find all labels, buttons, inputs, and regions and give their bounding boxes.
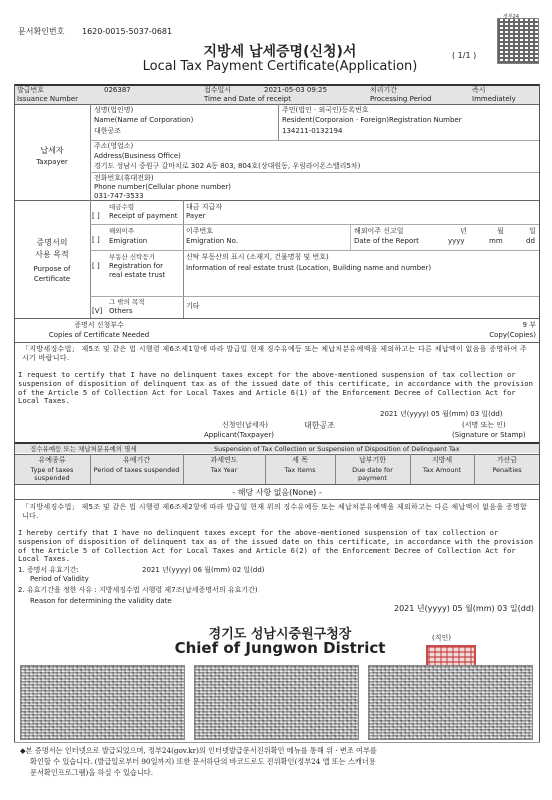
payer-ko: 대금 지급자 <box>186 203 223 211</box>
suspension-caption-ko: 징수유예등 또는 체납처분유예의 명세 <box>30 445 137 453</box>
suspension-col-en: Tax Items <box>284 466 316 474</box>
suspension-col-en: Penalties <box>492 466 522 474</box>
trust-en-1: Registration for <box>109 262 164 270</box>
footer-note-2: 확인할 수 있습니다. (발급일로부터 90일까지) 또한 문서하단의 바코드로도 진위확인(정부24 앱 또는 스캐너용 <box>30 757 376 766</box>
trust-info-ko: 신탁 부동산의 표시 (소재지, 건물명칭 및 번호) <box>186 253 329 261</box>
resident-label-ko: 주민(법인 · 외국인)등록번호 <box>282 106 369 114</box>
copies-label-ko: 증명서 신청부수 <box>74 321 124 329</box>
certify-en: I hereby certify that I have no delinquent taxes except for the above-mentioned suspension of tax collection or suspension of disposition of delinquent tax as of the issued date on this certificate, in accordance with the provision of the Article 5 of Collection Act for Local Taxes and Article 6(2) of the Enforcement Decree of Collection Act for Local Taxes. <box>18 528 533 564</box>
page-indicator: ( 1/1 ) <box>452 51 477 60</box>
purpose-section-ko-1: 증명서의 <box>36 238 68 247</box>
copies-value-en: Copy(Copies) <box>489 331 536 339</box>
address-label-ko: 주소(영업소) <box>94 142 134 150</box>
receipt-label-en: Time and Date of receipt <box>204 95 291 103</box>
others-value: 기타 <box>186 302 200 310</box>
processing-value-ko: 즉시 <box>472 86 486 94</box>
suspension-col-ko: 유예종류 <box>38 456 66 464</box>
processing-label-ko: 처리기간 <box>370 86 398 94</box>
validity-en: Period of Validity <box>30 575 89 583</box>
title-en: Local Tax Payment Certificate(Application) <box>142 59 418 74</box>
authority-ko: 경기도 성남시중원구청장 <box>208 627 352 642</box>
signature-en: (Signature or Stamp) <box>452 431 526 439</box>
others-check[interactable]: [V] <box>92 307 103 315</box>
emigration-no-en: Emigration No. <box>186 237 239 245</box>
emigration-en: Emigration <box>109 237 148 245</box>
suspension-col-ko: 세 목 <box>292 456 308 464</box>
reason-ko: 2. 유효기간을 정한 사유 : 지방세징수법 시행령 제7조(납세증명서의 유효기간) <box>18 586 258 594</box>
suspension-col-en: Tax Amount <box>422 466 462 474</box>
receipt-value: 2021-05-03 09:25 <box>264 86 328 94</box>
receipt-label-ko: 접수일시 <box>204 86 232 94</box>
trust-info-en: Information of real estate trust (Location, Building name and number) <box>186 264 432 272</box>
report-en: Date of the Report <box>354 237 419 245</box>
phone-value: 031-747-3533 <box>94 192 144 200</box>
validity-ko: 1. 증명서 유효기간: <box>18 566 79 574</box>
certify-ko: 「지방세징수법」 제5조 및 같은 법 시행령 제6조제2항에 따라 발급일 현재 위의 징수유예등 또는 체납처분유예액을 제외하고는 다른 체납액이 없음을 증명합니다. <box>22 503 528 520</box>
emigration-no-ko: 이주번호 <box>186 227 214 235</box>
date-ko-month: 월 <box>497 227 504 235</box>
suspension-col-divider <box>183 454 184 484</box>
date-en-day: dd <box>526 237 535 245</box>
suspension-col-divider <box>410 454 411 484</box>
suspension-col-divider <box>335 454 336 484</box>
receipt-payment-en: Receipt of payment <box>109 212 178 220</box>
certify-date: 2021 년(yyyy) 05 월(mm) 03 일(dd) <box>394 604 535 613</box>
others-ko: 그 밖의 목적 <box>109 298 145 306</box>
name-value: 대한공조 <box>94 127 122 135</box>
resident-value: 134211-0132194 <box>282 127 343 135</box>
taxpayer-section-ko: 납세자 <box>40 146 64 155</box>
processing-value-en: Immediately <box>472 95 516 103</box>
suspension-col-ko: 과세연도 <box>210 456 238 464</box>
qr-code-icon <box>497 18 539 64</box>
trust-en-2: real estate trust <box>109 271 166 279</box>
authority-en: Chief of Jungwon District <box>174 639 386 657</box>
applicant-value: 대한공조 <box>304 421 335 430</box>
footer-note-1: ◆본 증명서는 인터넷으로 발급되었으며, 정부24(gov.kr)의 인터넷발급문서진위확인 메뉴를 통해 위 · 변조 여부를 <box>20 746 377 755</box>
purpose-section-en-2: Certificate <box>33 275 71 283</box>
copies-value-ko: 9 부 <box>522 321 536 329</box>
applicant-label-ko: 신청인(납세자) <box>222 421 269 429</box>
request-ko: 「지방세징수법」 제5조 및 같은 법 시행령 제6조제1항에 따라 발급일 현재 징수유예등 또는 체납처분유예액을 제외하고는 다른 체납액이 없음을 증명하여 주시기 바랍니다. <box>22 345 528 362</box>
validity-value: 2021 년(yyyy) 06 월(mm) 02 일(dd) <box>142 566 265 574</box>
receipt-payment-check[interactable]: [ ] <box>92 212 100 220</box>
suspension-col-en: Due date for payment <box>352 466 393 483</box>
suspension-col-en: Period of taxes suspended <box>93 466 180 474</box>
suspension-col-ko: 납부기한 <box>358 456 387 464</box>
seal-note: (직인) <box>432 634 451 642</box>
issuance-number: 026387 <box>104 86 131 94</box>
suspension-none: - 해당 사항 없음(None) - <box>232 488 322 497</box>
date-ko-year: 년 <box>460 227 467 235</box>
emigration-check[interactable]: [ ] <box>92 236 100 244</box>
barcode-2 <box>194 665 359 740</box>
suspension-col-en: Tax Year <box>210 466 238 474</box>
copies-label-en: Copies of Certificate Needed <box>48 331 150 339</box>
phone-label-en: Phone number(Cellular phone number) <box>94 183 231 191</box>
suspension-col-divider <box>90 454 91 484</box>
gov24-logo: 정부24 <box>503 14 520 20</box>
suspension-col-ko: 지방세 <box>431 456 453 464</box>
request-date: 2021 년(yyyy) 05 월(mm) 03 일(dd) <box>380 410 503 418</box>
title-ko: 지방세 납세증명(신청)서 <box>203 44 357 60</box>
trust-check[interactable]: [ ] <box>92 262 100 270</box>
date-en-year: yyyy <box>448 237 465 245</box>
date-ko-day: 일 <box>529 227 536 235</box>
suspension-col-divider <box>265 454 266 484</box>
others-en: Others <box>109 307 133 315</box>
receipt-payment-ko: 대금수령 <box>109 203 135 211</box>
resident-label-en: Resident(Corporaion · Foreign)Registration Number <box>282 116 462 124</box>
suspension-col-divider <box>474 454 475 484</box>
doc-number: 1620-0015-5037-0681 <box>82 27 173 36</box>
suspension-col-en: Type of taxes suspended <box>30 466 74 483</box>
purpose-section-ko-2: 사용 목적 <box>35 250 69 259</box>
applicant-label-en: Applicant(Taxpayer) <box>204 431 274 439</box>
name-label-en: Name(Name of Corporation) <box>94 116 194 124</box>
doc-number-label: 문서확인번호 <box>18 27 65 36</box>
report-ko: 해외이주 신고일 <box>354 227 404 235</box>
name-label-ko: 성명(법인명) <box>94 106 134 114</box>
reason-en: Reason for determining the validity date <box>30 597 172 605</box>
emigration-ko: 해외이주 <box>109 227 135 235</box>
purpose-section-en-1: Purpose of <box>33 265 71 273</box>
date-en-month: mm <box>489 237 503 245</box>
footer-note-3: 문서확인프로그램)을 하실 수 있습니다. <box>30 768 154 777</box>
phone-label-ko: 전화번호(휴대전화) <box>94 174 154 182</box>
barcode-1 <box>20 665 185 740</box>
trust-ko: 부동산 신탁등기 <box>109 253 156 261</box>
issuance-number-label-en: Issuance Number <box>17 95 79 103</box>
suspension-col-ko: 가산금 <box>496 456 518 464</box>
taxpayer-section-en: Taxpayer <box>36 158 68 166</box>
processing-label-en: Processing Period <box>370 95 432 103</box>
address-value: 경기도 성남시 중원구 갈마치로 302 A동 803, 804호(상대원동, 우림라이온스밸리5차) <box>94 162 361 170</box>
address-label-en: Address(Business Office) <box>94 152 181 160</box>
suspension-col-ko: 유예기간 <box>122 456 151 464</box>
payer-en: Payer <box>186 212 206 220</box>
signature-ko: (서명 또는 인) <box>462 421 506 429</box>
barcode-3 <box>368 665 533 740</box>
suspension-caption-en: Suspension of Tax Collection or Suspension of Disposition of Delinquent Tax <box>214 445 460 453</box>
request-en: I request to certify that I have no delinquent taxes except for the above-mentioned suspension of tax collection or suspension of disposition of delinquent tax as of the issued date of this certificate, in accordance with the provision of the Article 5 of Collection Act for Local Taxes and Article 6(1) of the Enforcement Decree of Collection Act for Local Taxes. <box>18 370 533 406</box>
issuance-number-label-ko: 발급번호 <box>17 86 45 94</box>
